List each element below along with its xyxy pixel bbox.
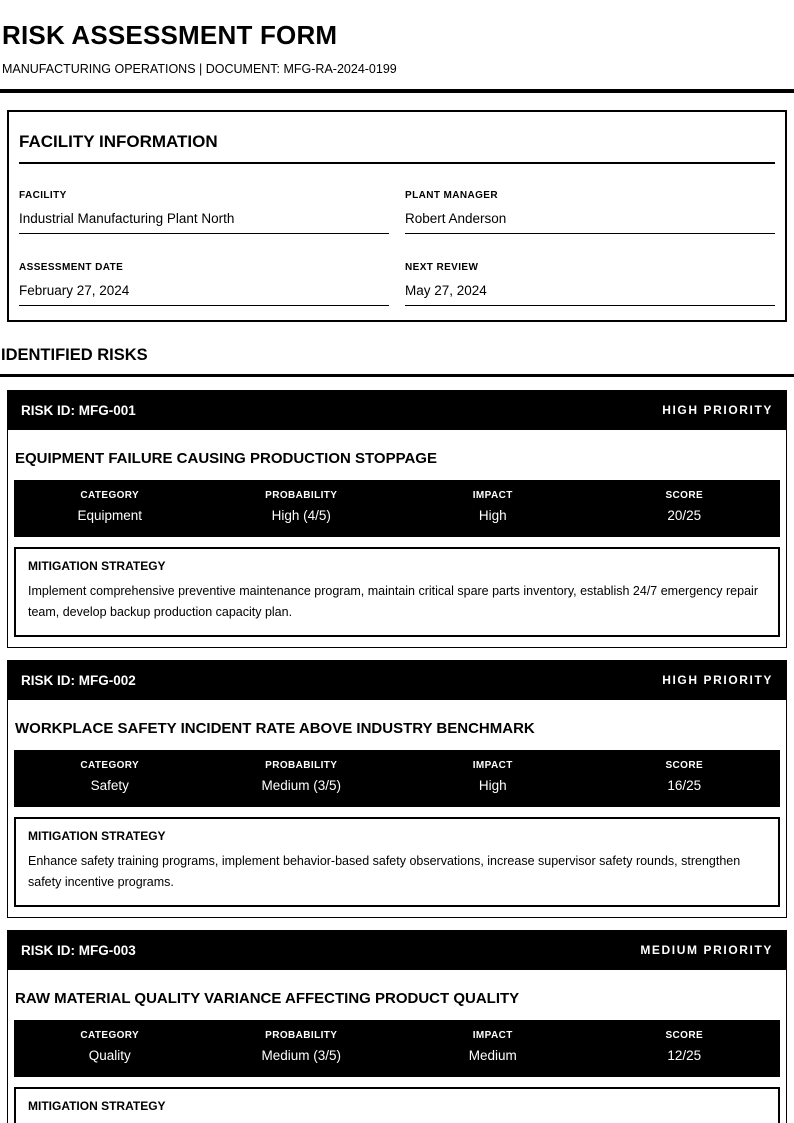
risk-card-body <box>7 970 787 1123</box>
header-divider <box>0 89 794 93</box>
field-label-next-review: NEXT REVIEW <box>405 262 479 273</box>
facility-info-box <box>7 110 787 322</box>
risk-card-mfg-003 <box>7 930 787 1123</box>
metric-header-category: CATEGORY <box>80 1030 140 1041</box>
facility-field <box>19 190 389 234</box>
metric-value-category: Safety <box>90 778 129 793</box>
risk-card-body <box>7 700 787 918</box>
risk-metrics-table <box>14 1020 780 1077</box>
metric-header-impact: IMPACT <box>472 490 513 501</box>
metric-value-score: 12/25 <box>667 1048 702 1063</box>
metric-header-score: SCORE <box>665 490 704 501</box>
field-value-facility: Industrial Manufacturing Plant North <box>19 211 389 234</box>
metric-header-category: CATEGORY <box>80 760 140 771</box>
metric-header-probability: PROBABILITY <box>265 490 338 501</box>
field-value-plant-manager: Robert Anderson <box>405 211 775 234</box>
priority-badge: MEDIUM PRIORITY <box>640 943 773 957</box>
metric-header-category: CATEGORY <box>80 490 140 501</box>
facility-field <box>405 262 775 306</box>
metric-value-probability: Medium (3/5) <box>261 778 342 793</box>
mitigation-label: MITIGATION STRATEGY <box>28 829 166 843</box>
risk-card-body <box>7 430 787 648</box>
priority-badge: HIGH PRIORITY <box>662 403 773 417</box>
field-label-facility: FACILITY <box>19 190 67 201</box>
metric-header-impact: IMPACT <box>472 760 513 771</box>
metric-value-score: 16/25 <box>667 778 702 793</box>
mitigation-text: Implement comprehensive preventive maintenance program, maintain critical spare parts inventory, establish 24/7 emergency repair team, develop backup production capacity plan. <box>28 584 758 619</box>
mitigation-box <box>14 547 780 637</box>
field-label-assessment-date: ASSESSMENT DATE <box>19 262 124 273</box>
field-value-assessment-date: February 27, 2024 <box>19 283 389 306</box>
metric-header-probability: PROBABILITY <box>265 760 338 771</box>
mitigation-text: Enhance safety training programs, implement behavior-based safety observations, increase supervisor safety rounds, strengthen safety incentive programs. <box>28 854 741 889</box>
field-label-plant-manager: PLANT MANAGER <box>405 190 498 201</box>
risk-title: EQUIPMENT FAILURE CAUSING PRODUCTION STOPPAGE <box>15 450 437 467</box>
risk-id: RISK ID: MFG-001 <box>21 402 136 418</box>
identified-risks-heading: IDENTIFIED RISKS <box>1 346 148 364</box>
doc-header <box>0 20 794 93</box>
metric-value-impact: High <box>478 778 507 793</box>
metric-value-impact: Medium <box>468 1048 517 1063</box>
doc-subtitle: MANUFACTURING OPERATIONS | DOCUMENT: MFG-RA-2024-0199 <box>2 62 397 76</box>
field-value-next-review: May 27, 2024 <box>405 283 775 306</box>
risk-metrics-table <box>14 480 780 537</box>
risk-card-mfg-001 <box>7 390 787 648</box>
metric-header-score: SCORE <box>665 1030 704 1041</box>
mitigation-label: MITIGATION STRATEGY <box>28 559 166 573</box>
risk-card-mfg-002 <box>7 660 787 918</box>
priority-badge: HIGH PRIORITY <box>662 673 773 687</box>
metric-value-probability: High (4/5) <box>271 508 331 523</box>
risk-id: RISK ID: MFG-002 <box>21 672 136 688</box>
risk-metrics-table <box>14 750 780 807</box>
risk-card-header <box>7 930 787 970</box>
metric-value-probability: Medium (3/5) <box>261 1048 342 1063</box>
metric-value-impact: High <box>478 508 507 523</box>
metric-value-score: 20/25 <box>667 508 702 523</box>
risk-title: RAW MATERIAL QUALITY VARIANCE AFFECTING PRODUCT QUALITY <box>15 990 520 1007</box>
mitigation-box <box>14 1087 780 1123</box>
facility-field <box>19 262 389 306</box>
risk-card-header <box>7 660 787 700</box>
metric-header-probability: PROBABILITY <box>265 1030 338 1041</box>
facility-field <box>405 190 775 234</box>
risk-title: WORKPLACE SAFETY INCIDENT RATE ABOVE INDUSTRY BENCHMARK <box>15 720 535 737</box>
page-title: RISK ASSESSMENT FORM <box>2 20 338 50</box>
metric-header-score: SCORE <box>665 760 704 771</box>
mitigation-box <box>14 817 780 907</box>
metric-header-impact: IMPACT <box>472 1030 513 1041</box>
metric-value-category: Quality <box>88 1048 131 1063</box>
metric-value-category: Equipment <box>77 508 143 523</box>
risk-id: RISK ID: MFG-003 <box>21 942 136 958</box>
mitigation-label: MITIGATION STRATEGY <box>28 1099 166 1113</box>
facility-info-grid <box>19 190 775 306</box>
risk-card-header <box>7 390 787 430</box>
facility-info-title: FACILITY INFORMATION <box>19 128 775 164</box>
section-divider <box>0 374 794 377</box>
